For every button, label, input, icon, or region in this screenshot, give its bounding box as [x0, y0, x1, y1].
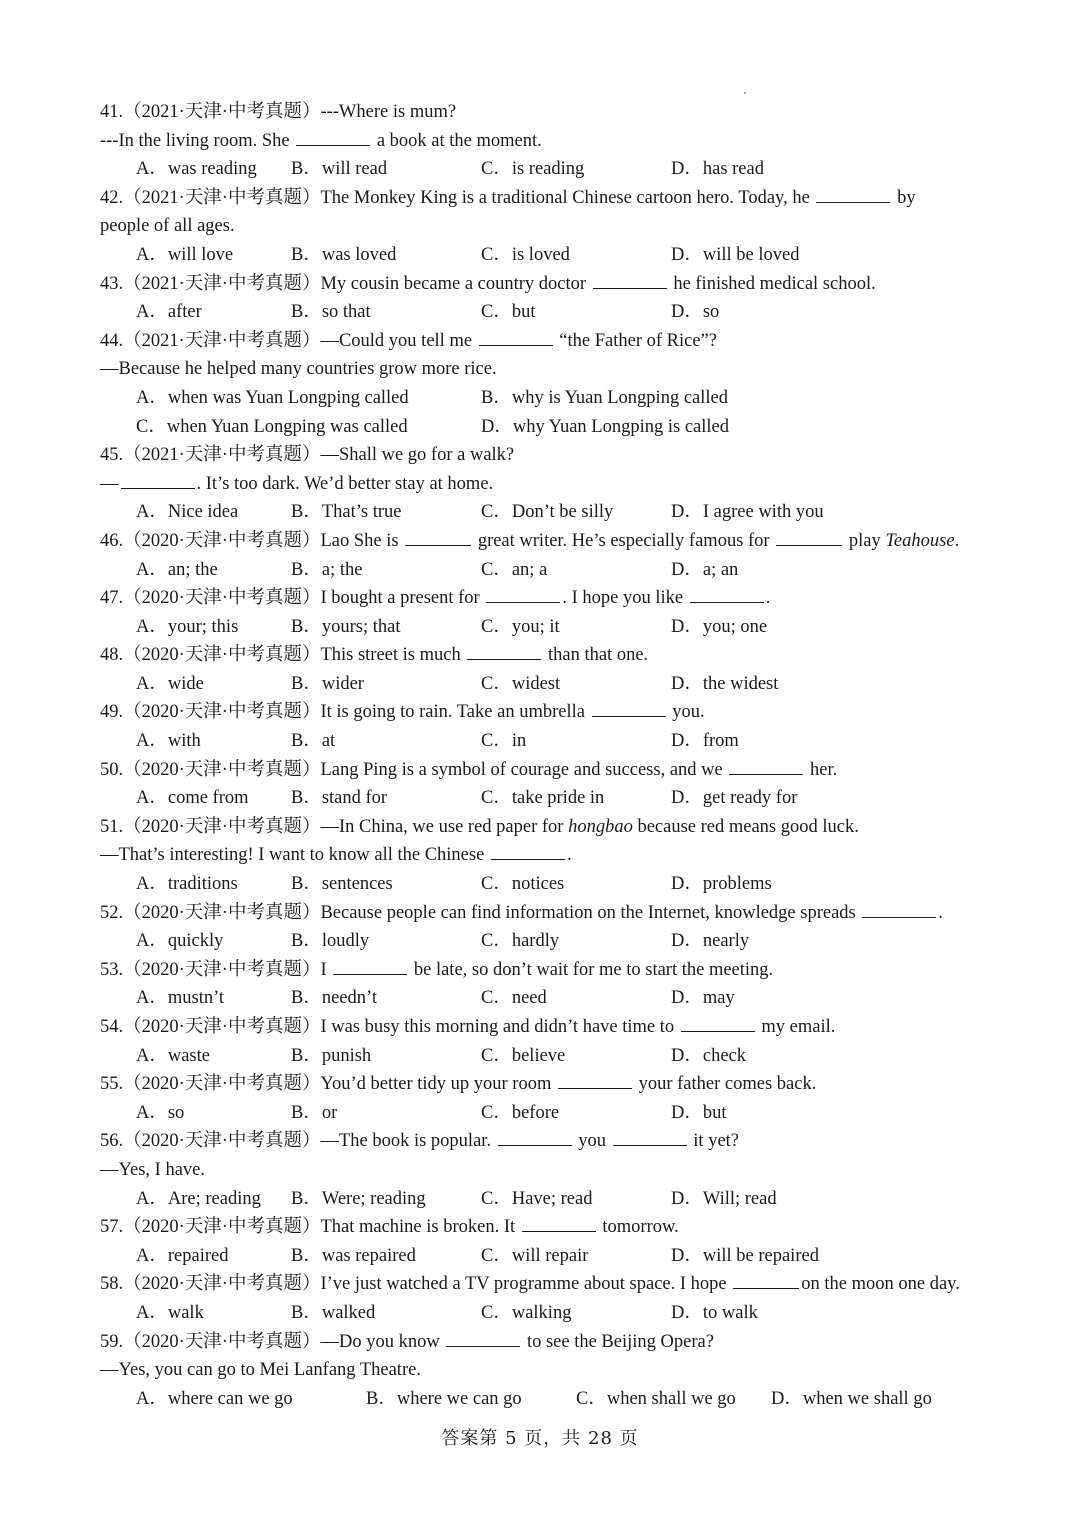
- options-row: [100, 241, 990, 270]
- answer-option: B．was loved: [291, 244, 397, 265]
- question-item: [100, 184, 990, 270]
- answer-option: A．waste: [136, 1045, 210, 1066]
- answer-option: A．traditions: [136, 874, 238, 895]
- answer-option: A．walk: [136, 1302, 204, 1323]
- answer-option: A．your; this: [136, 616, 239, 637]
- stem-text: Because people can find information on the Internet, knowledge spreads: [320, 902, 861, 923]
- question-source-tag: （2020·天津·中考真题）: [123, 702, 321, 723]
- question-source-tag: （2021·天津·中考真题）: [123, 187, 321, 208]
- options-row: [100, 1099, 990, 1128]
- question-item: [100, 698, 990, 755]
- answer-blank: [467, 641, 541, 660]
- question-source-tag: （2020·天津·中考真题）: [123, 1074, 321, 1095]
- answer-option: C．widest: [481, 673, 561, 694]
- stem-text: That machine is broken. It: [320, 1217, 520, 1238]
- answer-blank: [491, 841, 565, 860]
- question-number: 43.: [100, 273, 124, 294]
- question-source-tag: （2021·天津·中考真题）: [123, 330, 321, 351]
- options-row: [100, 556, 990, 585]
- stem-text: .: [938, 902, 943, 923]
- question-item: [100, 527, 990, 584]
- stem-text: ---Where is mum?: [320, 102, 457, 122]
- answer-blank: [121, 470, 195, 489]
- answer-option: A．an; the: [136, 559, 218, 580]
- stem-text: tomorrow.: [597, 1217, 679, 1238]
- stem-text: —Yes, you can go to Mei Lanfang Theatre.: [100, 1360, 421, 1381]
- question-stem: [100, 698, 990, 727]
- options-row: [100, 384, 990, 413]
- question-number: 58.: [100, 1274, 124, 1295]
- stem-text: .: [566, 845, 572, 866]
- stem-text: you: [573, 1131, 611, 1152]
- question-number: 56.: [100, 1131, 124, 1152]
- question-stem-continuation: [100, 470, 990, 499]
- answer-option: C．when shall we go: [576, 1388, 736, 1409]
- question-source-tag: （2021·天津·中考真题）: [123, 102, 321, 122]
- answer-option: A．where can we go: [136, 1388, 293, 1409]
- question-stem: [100, 1070, 990, 1099]
- answer-option: D．to walk: [671, 1302, 758, 1323]
- question-number: 50.: [100, 759, 124, 780]
- question-source-tag: （2020·天津·中考真题）: [123, 1131, 321, 1152]
- stem-text: —Yes, I have.: [100, 1159, 206, 1180]
- question-number: 45.: [100, 445, 124, 466]
- answer-option: C．hardly: [481, 931, 560, 952]
- question-stem: [100, 1213, 990, 1242]
- answer-option: D．get ready for: [671, 788, 798, 809]
- stem-text: —Do you know: [320, 1331, 445, 1352]
- answer-option: B．needn’t: [291, 988, 377, 1009]
- stem-text: “the Father of Rice”?: [554, 330, 717, 351]
- answer-blank: [613, 1127, 687, 1146]
- question-source-tag: （2020·天津·中考真题）: [123, 1017, 321, 1037]
- answer-option: D．will be loved: [671, 244, 800, 265]
- stem-text: My cousin became a country doctor: [320, 273, 591, 294]
- question-number: 41.: [100, 102, 124, 122]
- question-source-tag: （2021·天津·中考真题）: [123, 445, 321, 466]
- answer-option: C．an; a: [481, 559, 548, 580]
- stem-text: because red means good luck.: [632, 816, 859, 837]
- answer-option: C．take pride in: [481, 788, 605, 809]
- stem-text: you.: [667, 702, 705, 723]
- question-item: [100, 1328, 990, 1414]
- options-row: [100, 155, 990, 184]
- answer-option: D．will be repaired: [671, 1245, 819, 1266]
- stem-text: he finished medical school.: [668, 273, 876, 294]
- question-source-tag: （2020·天津·中考真题）: [123, 530, 321, 551]
- answer-blank: [733, 1270, 799, 1289]
- answer-option: B．walked: [291, 1302, 376, 1323]
- question-stem: [100, 1127, 990, 1156]
- options-row: [100, 1299, 990, 1328]
- answer-blank: [446, 1328, 520, 1347]
- question-item: [100, 756, 990, 813]
- answer-option: D．Will; read: [671, 1188, 777, 1209]
- question-stem-continuation: [100, 1356, 990, 1385]
- question-number: 51.: [100, 816, 124, 837]
- answer-blank: [593, 270, 667, 289]
- stem-text: Lao She is: [320, 530, 404, 551]
- stem-text: —Because he helped many countries grow more rice.: [100, 359, 497, 380]
- question-source-tag: （2020·天津·中考真题）: [123, 1331, 321, 1352]
- question-number: 47.: [100, 588, 124, 609]
- italic-title-text: Teahouse: [885, 530, 955, 551]
- stem-text: a book at the moment.: [372, 130, 542, 151]
- stem-text: ---In the living room. She: [100, 130, 295, 151]
- answer-option: B．stand for: [291, 788, 388, 809]
- answer-blank: [558, 1070, 632, 1089]
- question-stem: [100, 956, 990, 985]
- stem-text: —Shall we go for a walk?: [320, 445, 515, 466]
- question-stem-continuation: [100, 212, 990, 241]
- question-number: 46.: [100, 530, 124, 551]
- answer-option: B．why is Yuan Longping called: [481, 387, 728, 408]
- stem-text: than that one.: [543, 645, 649, 666]
- question-item: [100, 584, 990, 641]
- stem-text: . I hope you like: [562, 588, 688, 609]
- stem-text: my email.: [756, 1017, 836, 1037]
- question-source-tag: （2020·天津·中考真题）: [123, 816, 321, 837]
- answer-option: D．when we shall go: [771, 1388, 932, 1409]
- answer-option: B．loudly: [291, 931, 370, 952]
- answer-option: C．walking: [481, 1302, 572, 1323]
- answer-blank: [592, 698, 666, 717]
- answer-option: D．has read: [671, 159, 764, 180]
- options-row: [100, 1385, 990, 1414]
- question-item: [100, 1070, 990, 1127]
- question-source-tag: （2020·天津·中考真题）: [123, 645, 321, 666]
- question-stem: [100, 98, 990, 127]
- stem-text: I’ve just watched a TV programme about space. I hope: [320, 1274, 732, 1295]
- italic-title-text: hongbao: [568, 816, 633, 837]
- question-stem: [100, 1328, 990, 1357]
- answer-option: B．yours; that: [291, 616, 401, 637]
- question-stem: [100, 756, 990, 785]
- answer-option: A．after: [136, 302, 202, 323]
- answer-option: A．repaired: [136, 1245, 229, 1266]
- answer-option: C．before: [481, 1102, 560, 1123]
- answer-option: A．so: [136, 1102, 185, 1123]
- stem-text: Lang Ping is a symbol of courage and success, and we: [320, 759, 728, 780]
- question-stem-continuation: [100, 127, 990, 156]
- question-number: 48.: [100, 645, 124, 666]
- stem-text: —The book is popular.: [320, 1131, 496, 1152]
- question-item: [100, 98, 990, 184]
- answer-blank: [681, 1013, 755, 1032]
- question-item: [100, 441, 990, 527]
- question-item: [100, 1270, 990, 1327]
- question-item: [100, 956, 990, 1013]
- stem-text: play: [844, 530, 886, 551]
- options-row: [100, 498, 990, 527]
- answer-blank: [333, 956, 407, 975]
- answer-option: D．I agree with you: [671, 502, 824, 523]
- answer-option: D．you; one: [671, 616, 768, 637]
- answer-option: C．in: [481, 731, 527, 752]
- answer-option: A．quickly: [136, 931, 224, 952]
- options-row: [100, 984, 990, 1013]
- answer-option: C．you; it: [481, 616, 560, 637]
- answer-blank: [479, 327, 553, 346]
- question-item: [100, 1213, 990, 1270]
- question-number: 54.: [100, 1017, 124, 1037]
- answer-blank: [498, 1127, 572, 1146]
- question-stem: [100, 527, 990, 556]
- question-stem: [100, 1270, 990, 1299]
- answer-option: C．Have; read: [481, 1188, 593, 1209]
- answer-option: B．That’s true: [291, 502, 402, 523]
- question-item: [100, 899, 990, 956]
- question-number: 49.: [100, 702, 124, 723]
- stem-text: —Could you tell me: [320, 330, 477, 351]
- stem-text: . It’s too dark. We’d better stay at home.: [196, 473, 494, 494]
- options-row: [100, 870, 990, 899]
- question-stem: [100, 641, 990, 670]
- question-item: [100, 641, 990, 698]
- answer-option: B．a; the: [291, 559, 363, 580]
- options-row: [100, 727, 990, 756]
- answer-option: B．will read: [291, 159, 388, 180]
- question-source-tag: （2020·天津·中考真题）: [123, 588, 321, 609]
- answer-blank: [690, 584, 764, 603]
- answer-option: D．from: [671, 731, 739, 752]
- options-row: [100, 1042, 990, 1071]
- answer-option: D．problems: [671, 874, 772, 895]
- question-stem: [100, 270, 990, 299]
- stem-text: be late, so don’t wait for me to start the meeting.: [409, 959, 774, 980]
- question-list: [100, 98, 990, 1413]
- question-stem: [100, 1013, 990, 1042]
- stem-text: on the moon one day.: [801, 1274, 960, 1295]
- question-stem: [100, 184, 990, 213]
- question-stem-continuation: [100, 1156, 990, 1185]
- stem-text: your father comes back.: [633, 1074, 817, 1095]
- answer-option: C．notices: [481, 874, 565, 895]
- answer-option: A．was reading: [136, 159, 257, 180]
- stem-text: by: [892, 187, 916, 208]
- question-item: [100, 327, 990, 441]
- stem-text: I: [320, 959, 332, 980]
- answer-option: B．Were; reading: [291, 1188, 426, 1209]
- question-number: 44.: [100, 330, 124, 351]
- options-row: [100, 670, 990, 699]
- answer-blank: [522, 1213, 596, 1232]
- answer-option: D．the widest: [671, 673, 779, 694]
- question-stem: [100, 441, 990, 470]
- question-item: [100, 1127, 990, 1213]
- answer-option: C．is loved: [481, 244, 570, 265]
- answer-option: A．come from: [136, 788, 249, 809]
- question-source-tag: （2020·天津·中考真题）: [123, 759, 321, 780]
- answer-option: C．believe: [481, 1045, 566, 1066]
- question-source-tag: （2020·天津·中考真题）: [123, 902, 321, 923]
- answer-option: A．will love: [136, 244, 234, 265]
- answer-option: B．punish: [291, 1045, 372, 1066]
- question-number: 52.: [100, 902, 124, 923]
- answer-option: D．why Yuan Longping is called: [481, 416, 729, 437]
- options-row: [100, 1242, 990, 1271]
- question-stem: [100, 899, 990, 928]
- question-item: [100, 270, 990, 327]
- answer-option: C．is reading: [481, 159, 585, 180]
- options-row: [100, 927, 990, 956]
- answer-option: C．will repair: [481, 1245, 589, 1266]
- stem-text: —: [100, 473, 119, 494]
- answer-option: A．mustn’t: [136, 988, 225, 1009]
- options-row: [100, 413, 990, 442]
- question-source-tag: （2021·天津·中考真题）: [123, 273, 321, 294]
- stem-text: It is going to rain. Take an umbrella: [320, 702, 590, 723]
- answer-option: D．nearly: [671, 931, 750, 952]
- question-number: 57.: [100, 1217, 124, 1238]
- question-stem-continuation: [100, 355, 990, 384]
- stem-text: great writer. He’s especially famous for: [473, 530, 775, 551]
- answer-option: C．but: [481, 302, 536, 323]
- stem-text: her.: [805, 759, 838, 780]
- stem-text: .: [954, 530, 960, 551]
- answer-blank: [729, 756, 803, 775]
- answer-option: C．Don’t be silly: [481, 502, 614, 523]
- answer-option: A．Nice idea: [136, 502, 239, 523]
- answer-blank: [486, 584, 560, 603]
- answer-option: A．wide: [136, 673, 204, 694]
- stem-text: I bought a present for: [320, 588, 485, 609]
- stem-text: This street is much: [320, 645, 466, 666]
- answer-option: D．so: [671, 302, 720, 323]
- options-row: [100, 613, 990, 642]
- options-row: [100, 1185, 990, 1214]
- question-stem: [100, 327, 990, 356]
- question-source-tag: （2020·天津·中考真题）: [123, 1274, 321, 1295]
- answer-option: B．was repaired: [291, 1245, 416, 1266]
- answer-option: A．Are; reading: [136, 1188, 261, 1209]
- stem-text: I was busy this morning and didn’t have time to: [320, 1017, 679, 1037]
- options-row: [100, 784, 990, 813]
- question-source-tag: （2020·天津·中考真题）: [123, 1217, 321, 1238]
- question-stem: [100, 813, 990, 842]
- question-number: 55.: [100, 1074, 124, 1095]
- answer-option: B．at: [291, 731, 336, 752]
- stem-text: The Monkey King is a traditional Chinese cartoon hero. Today, he: [320, 187, 815, 208]
- question-number: 59.: [100, 1331, 124, 1352]
- stem-text: .: [765, 588, 771, 609]
- answer-blank: [862, 899, 936, 918]
- page-footer: 答案第 5 页，共 28 页: [441, 1428, 639, 1449]
- question-item: [100, 1013, 990, 1070]
- answer-blank: [816, 184, 890, 203]
- question-stem: [100, 584, 990, 613]
- question-item: [100, 813, 990, 899]
- options-row: [100, 298, 990, 327]
- stem-text: to see the Beijing Opera?: [522, 1331, 714, 1352]
- stem-text: it yet?: [688, 1131, 740, 1152]
- answer-blank: [405, 527, 471, 546]
- answer-option: D．but: [671, 1102, 727, 1123]
- answer-blank: [776, 527, 842, 546]
- question-number: 42.: [100, 187, 124, 208]
- stem-text: —In China, we use red paper for: [320, 816, 569, 837]
- answer-option: C．need: [481, 988, 547, 1009]
- stem-text: people of all ages.: [100, 216, 235, 237]
- answer-blank: [296, 127, 370, 146]
- answer-option: B．sentences: [291, 874, 393, 895]
- answer-option: B．where we can go: [366, 1388, 522, 1409]
- stem-text: You’d better tidy up your room: [320, 1074, 556, 1095]
- question-source-tag: （2020·天津·中考真题）: [123, 959, 321, 980]
- answer-option: A．with: [136, 731, 201, 752]
- answer-option: D．a; an: [671, 559, 739, 580]
- answer-option: B．wider: [291, 673, 364, 694]
- answer-option: C．when Yuan Longping was called: [136, 416, 408, 437]
- stem-text: —That’s interesting! I want to know all the Chinese: [100, 845, 489, 866]
- answer-option: D．check: [671, 1045, 746, 1066]
- answer-option: B．so that: [291, 302, 371, 323]
- scan-speck: [744, 92, 746, 94]
- answer-option: A．when was Yuan Longping called: [136, 387, 409, 408]
- question-stem-continuation: [100, 841, 990, 870]
- question-number: 53.: [100, 959, 124, 980]
- answer-option: B．or: [291, 1102, 338, 1123]
- answer-option: D．may: [671, 988, 735, 1009]
